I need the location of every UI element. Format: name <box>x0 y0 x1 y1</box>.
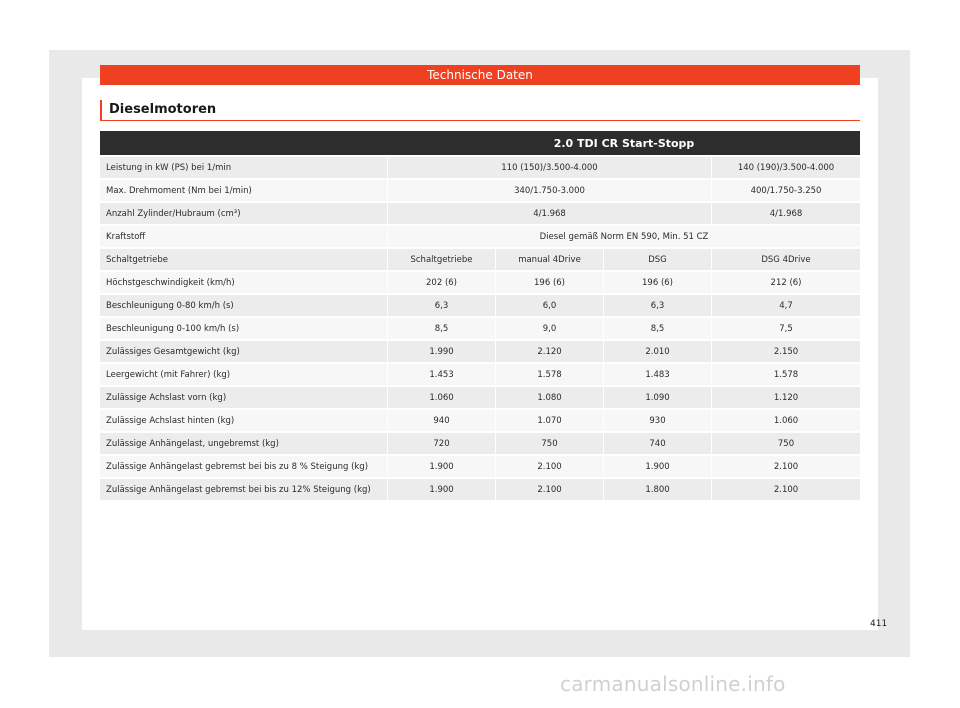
row-label: Zulässige Anhängelast gebremst bei bis zu 12% Steigung (kg) <box>100 479 388 500</box>
table-cell: 1.900 <box>388 479 496 500</box>
row-label: Zulässige Achslast hinten (kg) <box>100 410 388 431</box>
row-label: Höchstgeschwindigkeit (km/h) <box>100 272 388 293</box>
table-cell: 9,0 <box>496 318 604 339</box>
table-cell: 340/1.750-3.000 <box>388 180 712 201</box>
table-cell: 6,3 <box>388 295 496 316</box>
spec-table-body <box>100 157 860 500</box>
table-cell: 6,0 <box>496 295 604 316</box>
table-cell: 1.578 <box>712 364 860 385</box>
row-label: Zulässige Anhängelast gebremst bei bis zu 8 % Steigung (kg) <box>100 456 388 477</box>
table-row <box>100 203 860 224</box>
row-label: Beschleunigung 0-80 km/h (s) <box>100 295 388 316</box>
table-cell: 1.060 <box>712 410 860 431</box>
table-cell: 1.578 <box>496 364 604 385</box>
table-cell: Schaltgetriebe <box>388 249 496 270</box>
table-row <box>100 249 860 270</box>
table-cell: DSG 4Drive <box>712 249 860 270</box>
table-cell: Diesel gemäß Norm EN 590, Min. 51 CZ <box>388 226 860 247</box>
table-cell: 7,5 <box>712 318 860 339</box>
table-cell: 2.100 <box>496 479 604 500</box>
table-cell: 1.070 <box>496 410 604 431</box>
page-number: 411 <box>870 619 888 629</box>
table-cell: 2.100 <box>496 456 604 477</box>
table-cell: 1.453 <box>388 364 496 385</box>
table-cell: 4/1.968 <box>712 203 860 224</box>
engine-header: 2.0 TDI CR Start-Stopp <box>388 131 860 155</box>
table-cell: 4/1.968 <box>388 203 712 224</box>
table-row <box>100 410 860 431</box>
table-cell: 8,5 <box>388 318 496 339</box>
table-cell: 750 <box>712 433 860 454</box>
table-row <box>100 180 860 201</box>
table-cell: 1.483 <box>604 364 712 385</box>
table-row <box>100 433 860 454</box>
row-label: Leistung in kW (PS) bei 1/min <box>100 157 388 178</box>
table-cell: 2.100 <box>712 479 860 500</box>
table-cell: 1.120 <box>712 387 860 408</box>
table-cell: 1.900 <box>388 456 496 477</box>
row-label: Zulässige Anhängelast, ungebremst (kg) <box>100 433 388 454</box>
section-title: Dieselmotoren <box>100 100 216 120</box>
table-cell: 6,3 <box>604 295 712 316</box>
row-label: Max. Drehmoment (Nm bei 1/min) <box>100 180 388 201</box>
table-cell: 212 (6) <box>712 272 860 293</box>
table-cell: 1.990 <box>388 341 496 362</box>
spec-table <box>100 129 860 502</box>
table-row <box>100 157 860 178</box>
table-cell: 202 (6) <box>388 272 496 293</box>
table-cell: manual 4Drive <box>496 249 604 270</box>
table-cell: 196 (6) <box>604 272 712 293</box>
row-label: Kraftstoff <box>100 226 388 247</box>
table-cell: 2.150 <box>712 341 860 362</box>
table-cell: 2.120 <box>496 341 604 362</box>
table-cell: 1.060 <box>388 387 496 408</box>
table-cell: DSG <box>604 249 712 270</box>
row-label: Beschleunigung 0-100 km/h (s) <box>100 318 388 339</box>
table-row <box>100 387 860 408</box>
table-row <box>100 272 860 293</box>
row-label: Leergewicht (mit Fahrer) (kg) <box>100 364 388 385</box>
table-row <box>100 479 860 500</box>
table-row <box>100 364 860 385</box>
table-cell: 2.100 <box>712 456 860 477</box>
table-cell: 140 (190)/3.500-4.000 <box>712 157 860 178</box>
table-row <box>100 295 860 316</box>
table-cell: 1.900 <box>604 456 712 477</box>
watermark: carmanualsonline.info <box>560 672 786 696</box>
table-cell: 8,5 <box>604 318 712 339</box>
table-cell: 2.010 <box>604 341 712 362</box>
table-row <box>100 456 860 477</box>
table-cell: 1.090 <box>604 387 712 408</box>
table-cell: 196 (6) <box>496 272 604 293</box>
row-label: Schaltgetriebe <box>100 249 388 270</box>
table-cell: 4,7 <box>712 295 860 316</box>
table-cell: 720 <box>388 433 496 454</box>
table-cell: 930 <box>604 410 712 431</box>
table-row <box>100 318 860 339</box>
table-cell: 940 <box>388 410 496 431</box>
table-cell: 740 <box>604 433 712 454</box>
table-row <box>100 341 860 362</box>
table-row <box>100 226 860 247</box>
table-header-row <box>100 131 860 155</box>
table-cell: 1.800 <box>604 479 712 500</box>
table-cell: 1.080 <box>496 387 604 408</box>
table-header-blank <box>100 131 388 155</box>
table-cell: 750 <box>496 433 604 454</box>
table-cell: 110 (150)/3.500-4.000 <box>388 157 712 178</box>
chapter-header: Technische Daten <box>100 65 860 85</box>
row-label: Zulässiges Gesamtgewicht (kg) <box>100 341 388 362</box>
row-label: Zulässige Achslast vorn (kg) <box>100 387 388 408</box>
section-divider <box>100 120 860 121</box>
row-label: Anzahl Zylinder/Hubraum (cm³) <box>100 203 388 224</box>
table-cell: 400/1.750-3.250 <box>712 180 860 201</box>
